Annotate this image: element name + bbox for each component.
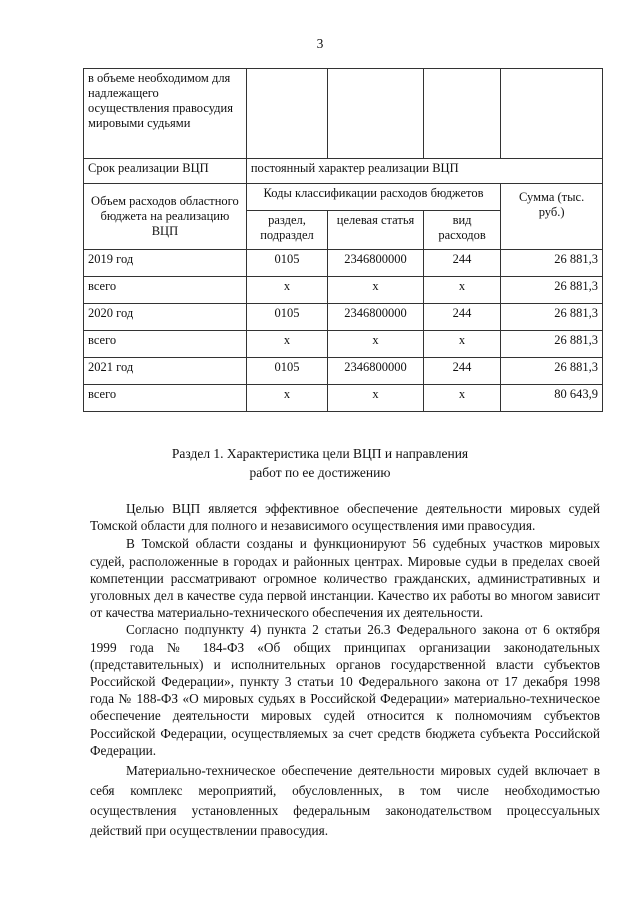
row-section: 0105 [246,250,327,277]
row-label: 2019 год [84,250,247,277]
codes-header: Коды классификации расходов бюджетов [246,184,500,211]
row-sum: 26 881,3 [501,331,603,358]
row-sum: 26 881,3 [501,250,603,277]
section-title-line2: работ по ее достижению [249,465,391,480]
row-sum: 26 881,3 [501,304,603,331]
row-sum: 26 881,3 [501,277,603,304]
row-section: x [246,331,327,358]
row-sum: 80 643,9 [501,385,603,412]
page-number: 3 [316,36,324,51]
row-label: 2020 год [84,304,247,331]
row-sum: 26 881,3 [501,358,603,385]
row-section: x [246,277,327,304]
table-row [84,358,603,385]
intro-cell: в объеме необходимом для надлежащего осуществления правосудия мировыми судьями [84,69,247,159]
section-title-line1: Раздел 1. Характеристика цели ВЦП и направления [171,446,469,461]
paragraph-support: Материально-техническое обеспечение деятельности мировых судей включает в себя комплекс мероприятий, обусловленных, в том числе необходимостью осуществления установленных федеральным законодательством процессуальных действий при осуществлении правосудия. [90,763,600,839]
paragraph-goal: Целью ВЦП является эффективное обеспечение деятельности мировых судей Томской области для полного и независимого осуществления ими правосудия. [90,501,600,534]
table-row [84,250,603,277]
row-type: x [423,277,500,304]
row-label: всего [84,331,247,358]
row-article: 2346800000 [328,250,424,277]
table-row [84,304,603,331]
volume-label: Объем расходов областного бюджета на реализацию ВЦП [84,184,247,250]
subheader-section: раздел, подраздел [246,211,327,250]
sum-header: Сумма (тыс. руб.) [501,184,603,250]
row-type: 244 [423,250,500,277]
row-article: x [328,277,424,304]
budget-table [83,68,603,412]
paragraph-courts: В Томской области созданы и функционируют 56 судебных участков мировых судей, расположенные в городах и районных центрах. Мировые судьи в пределах своей компетенции рассматривают огромное количество гражданских, административных и уголовных дел в качестве суда первой инстанции. Качество их работы во многом зависит от качества материально-технического обеспечения их деятельности. [90,536,600,621]
table-row [84,331,603,358]
row-label: 2021 год [84,358,247,385]
table-header-row [84,184,603,211]
row-section: 0105 [246,358,327,385]
table-row-intro [84,69,603,159]
row-section: x [246,385,327,412]
row-article: 2346800000 [328,304,424,331]
section-title [0,444,640,482]
body-text [90,500,600,841]
row-section: 0105 [246,304,327,331]
subheader-article: целевая статья [328,211,424,250]
row-article: x [328,331,424,358]
row-article: 2346800000 [328,358,424,385]
term-label: Срок реализации ВЦП [84,159,247,184]
term-value: постоянный характер реализации ВЦП [246,159,602,184]
row-type: x [423,331,500,358]
paragraph-legal-basis: Согласно подпункту 4) пункта 2 статьи 26.3 Федерального закона от 6 октября 1999 года № 184-ФЗ «Об общих принципах организации законодательных (представительных) и исполнительных органов государственной власти субъектов Российской Федерации», пункту 3 статьи 10 Федерального закона от 17 декабря 1998 года № 188-ФЗ «О мировых судьях в Российской Федерации» материально-техническое обеспечение деятельности мировых судей относится к полномочиям субъектов Российской Федерации, осуществляемых за счет средств бюджета субъекта Российской Федерации. [90,622,600,758]
row-article: x [328,385,424,412]
table-row-term [84,159,603,184]
row-type: 244 [423,358,500,385]
row-label: всего [84,385,247,412]
row-type: x [423,385,500,412]
row-label: всего [84,277,247,304]
subheader-type: вид расходов [423,211,500,250]
row-type: 244 [423,304,500,331]
table-row [84,385,603,412]
table-row [84,277,603,304]
